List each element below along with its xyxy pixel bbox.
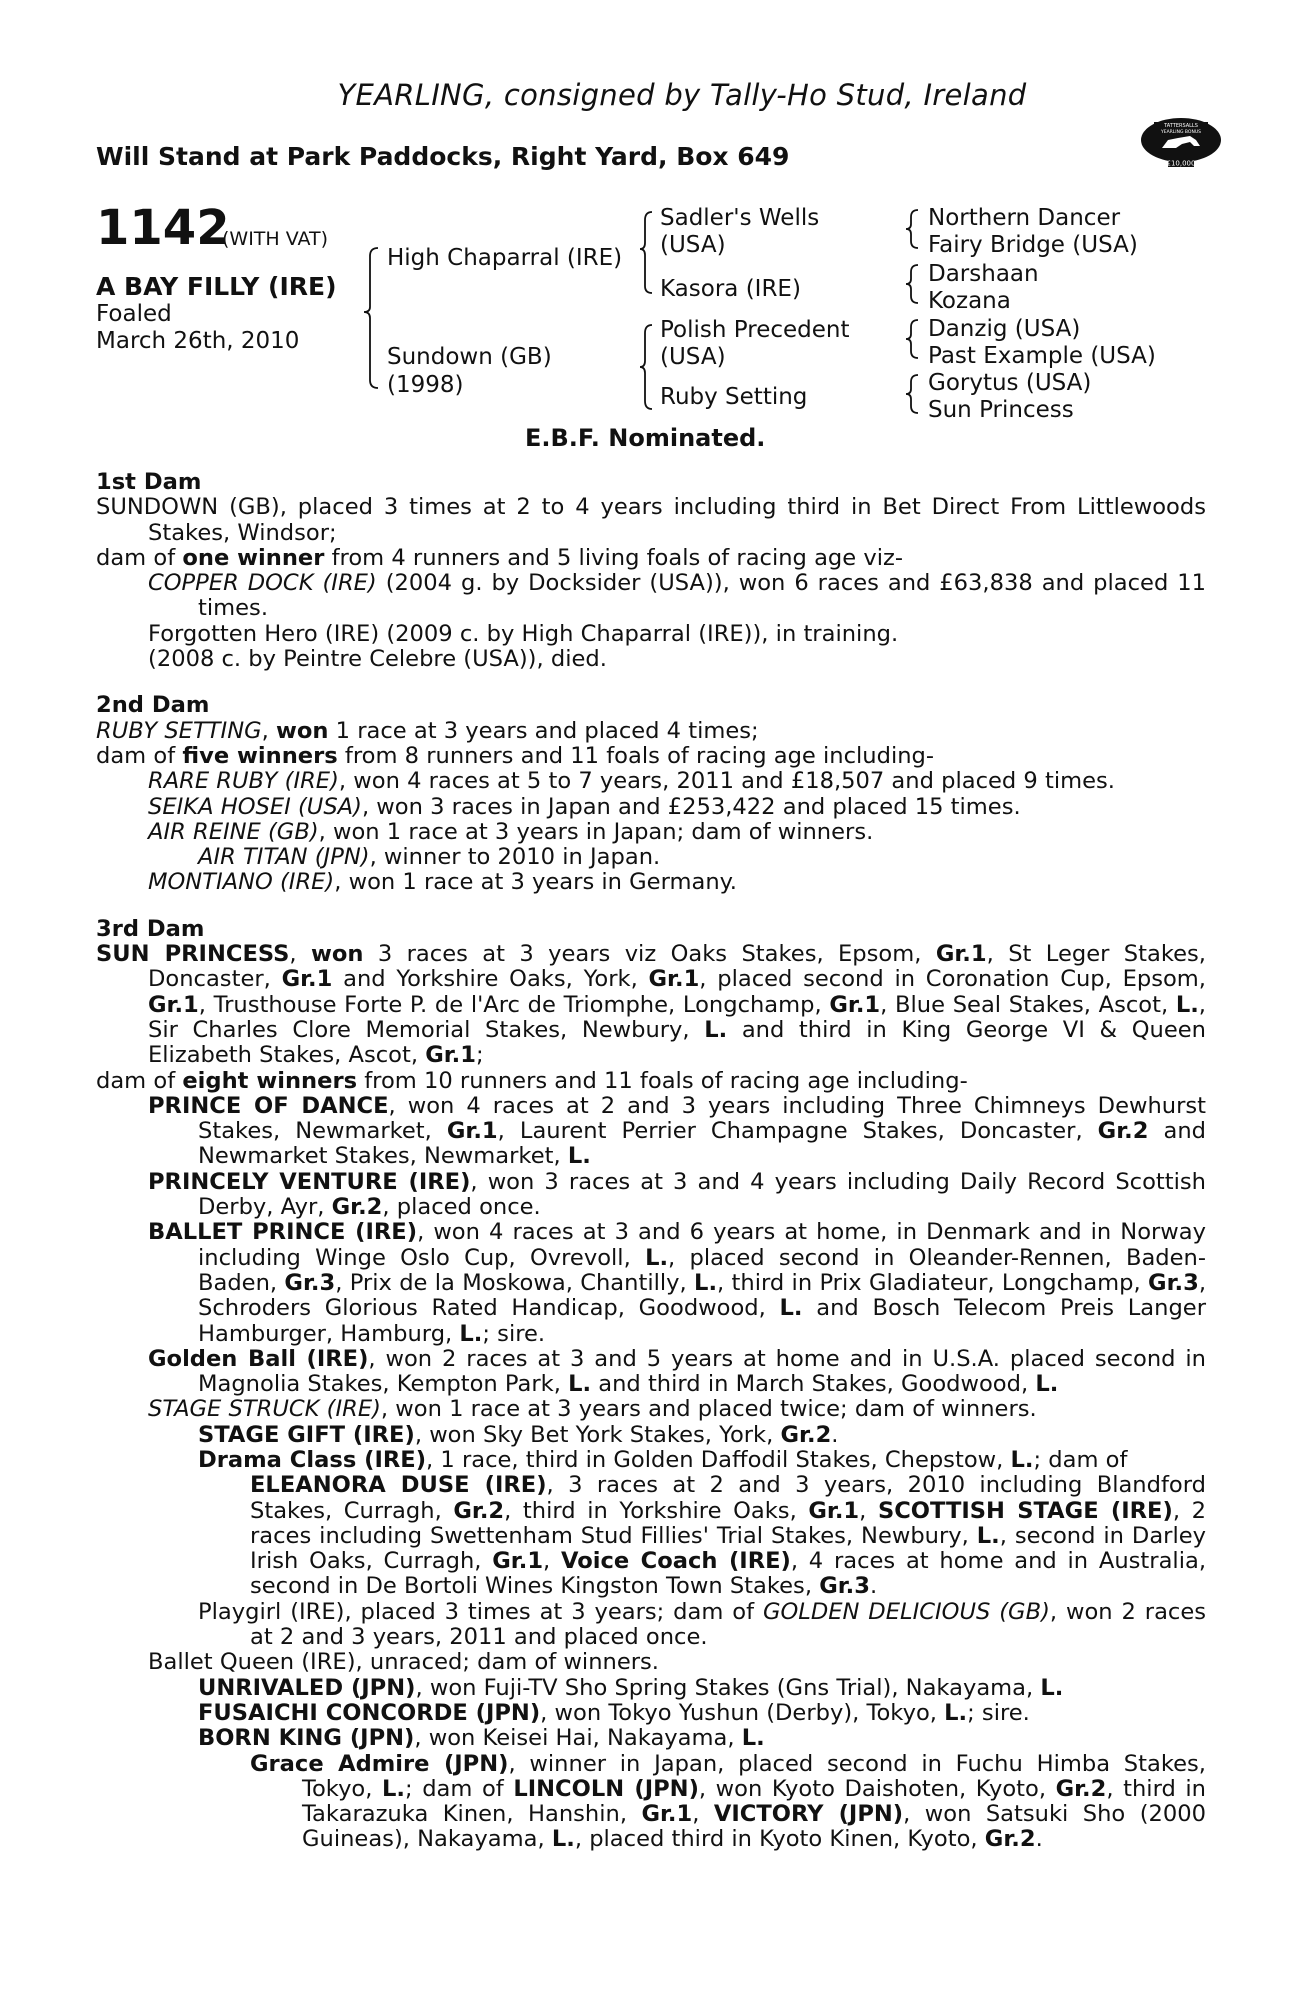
svg-text:YEARLING BONUS: YEARLING BONUS	[1161, 130, 1201, 135]
dam-sire-country: (USA)	[660, 344, 726, 370]
dam-sire: Polish Precedent	[660, 317, 850, 343]
dam-year: (1998)	[387, 372, 464, 398]
dam-record: SUNDOWN (GB), placed 3 times at 2 to 4 years including third in Bet Direct From Littlewoods Stakes, Windsor;	[96, 494, 1206, 546]
produce-record: SEIKA HOSEI (USA), won 3 races in Japan and £253,422 and placed 15 times.	[148, 793, 1021, 820]
produce-record: MONTIANO (IRE), won 1 race at 3 years in Germany.	[148, 869, 737, 896]
produce-record: STAGE GIFT (IRE), won Sky Bet York Stakes, York, Gr.2.	[198, 1421, 839, 1448]
sire: High Chaparral (IRE)	[387, 245, 623, 271]
sire-sire-country: (USA)	[660, 232, 726, 258]
produce-record: AIR TITAN (JPN), winner to 2010 in Japan.	[198, 844, 661, 871]
produce-record: RARE RUBY (IRE), won 4 races at 5 to 7 years, 2011 and £18,507 and placed 9 times.	[148, 768, 1115, 795]
produce-record: Ballet Queen (IRE), unraced; dam of winners.	[148, 1649, 659, 1676]
ancestor-7: Gorytus (USA)	[928, 370, 1092, 396]
lot-title: A BAY FILLY (IRE)	[96, 272, 337, 301]
section-heading: 1st Dam	[96, 469, 202, 495]
produce-record: FUSAICHI CONCORDE (JPN), won Tokyo Yushun (Derby), Tokyo, L.; sire.	[198, 1699, 1030, 1726]
produce-record: COPPER DOCK (IRE) (2004 g. by Docksider (USA)), won 6 races and £63,838 and placed 11 times.	[148, 570, 1207, 622]
dam: Sundown (GB)	[387, 344, 552, 370]
produce-record: PRINCELY VENTURE (IRE), won 3 races at 3 and 4 years including Daily Record Scottish Derby, Ayr, Gr.2, placed once.	[148, 1168, 1206, 1221]
sire-dam: Kasora (IRE)	[660, 276, 801, 302]
foaled-date: March 26th, 2010	[96, 328, 300, 354]
ancestor-4: Kozana	[928, 288, 1011, 314]
produce-record: Drama Class (IRE), 1 race, third in Golden Daffodil Stakes, Chepstow, L.; dam of	[198, 1446, 1128, 1473]
ancestor-1: Northern Dancer	[928, 205, 1121, 231]
produce-record: ELEANORA DUSE (IRE), 3 races at 2 and 3 years, 2010 including Blandford Stakes, Curragh, Gr.2, third in Yorkshire Oaks, Gr.1, SCOTTISH STAGE (IRE), 2 races including Swettenham Stud Fillies' Trial Stakes, Newbury, L., second in Darley Irish Oaks, Curragh, Gr.1, Voice Coach (IRE), 4 races at home and in Australia, second in De Bortoli Wines Kingston Town Stakes, Gr.3.	[250, 1472, 1207, 1600]
produce-record: (2008 c. by Peintre Celebre (USA)), died.	[148, 646, 607, 673]
section-heading: 3rd Dam	[96, 915, 205, 942]
sire-sire: Sadler's Wells	[660, 205, 820, 231]
dam-dam: Ruby Setting	[660, 384, 808, 410]
svg-text:£10,000: £10,000	[1166, 159, 1196, 168]
catalogue-header: YEARLING, consigned by Tally-Ho Stud, Ireland	[337, 78, 1027, 112]
ancestor-6: Past Example (USA)	[928, 343, 1156, 369]
produce-record: PRINCE OF DANCE, won 4 races at 2 and 3 years including Three Chimneys Dewhurst Stakes, Newmarket, Gr.1, Laurent Perrier Champagne Stakes, Doncaster, Gr.2 and Newmarket Stakes, Newmarket, L.	[148, 1092, 1207, 1170]
produce-record: BORN KING (JPN), won Keisei Hai, Nakayama, L.	[198, 1725, 765, 1752]
dam-record: SUN PRINCESS, won 3 races at 3 years viz Oaks Stakes, Epsom, Gr.1, St Leger Stakes, Doncaster, Gr.1 and Yorkshire Oaks, York, Gr.1, placed second in Coronation Cup, Epsom, Gr.1, Trusthouse Forte P. de l'Arc de Triomphe, Longchamp, Gr.1, Blue Seal Stakes, Ascot, L., Sir Charles Clore Memorial Stakes, Newbury, L. and third in King George VI & Queen Elizabeth Stakes, Ascot, Gr.1;	[96, 941, 1206, 1069]
vat-note: (WITH VAT)	[222, 228, 329, 250]
foaled-label: Foaled	[96, 301, 172, 327]
ancestor-3: Darshaan	[928, 261, 1039, 287]
produce-summary: dam of one winner from 4 runners and 5 living foals of racing age viz-	[96, 544, 904, 571]
section-heading: 2nd Dam	[96, 692, 210, 719]
ancestor-5: Danzig (USA)	[928, 316, 1081, 342]
produce-record: STAGE STRUCK (IRE), won 1 race at 3 years and placed twice; dam of winners.	[148, 1396, 1037, 1423]
produce-record: Forgotten Hero (IRE) (2009 c. by High Chaparral (IRE)), in training.	[148, 620, 899, 647]
produce-record: UNRIVALED (JPN), won Fuji-TV Sho Spring Stakes (Gns Trial), Nakayama, L.	[198, 1674, 1064, 1701]
produce-record: BALLET PRINCE (IRE), won 4 races at 3 and 6 years at home, in Denmark and in Norway including Winge Oslo Cup, Ovrevoll, L., placed second in Oleander-Rennen, Baden-Baden, Gr.3, Prix de la Moskowa, Chantilly, L., third in Prix Gladiateur, Longchamp, Gr.3, Schroders Glorious Rated Handicap, Goodwood, L. and Bosch Telecom Preis Langer Hamburger, Hamburg, L.; sire.	[148, 1219, 1207, 1347]
produce-summary: dam of five winners from 8 runners and 11 foals of racing age including-	[96, 742, 935, 769]
lot-number: 1142	[96, 200, 230, 256]
ancestor-8: Sun Princess	[928, 397, 1074, 423]
svg-text:TATTERSALLS: TATTERSALLS	[1164, 123, 1198, 129]
produce-record: Grace Admire (JPN), winner in Japan, placed second in Fuchu Himba Stakes, Tokyo, L.; dam of LINCOLN (JPN), won Kyoto Daishoten, Kyoto, Gr.2, third in Takarazuka Kinen, Hanshin, Gr.1, VICTORY (JPN), won Satsuki Sho (2000 Guineas), Nakayama, L., placed third in Kyoto Kinen, Kyoto, Gr.2.	[250, 1750, 1207, 1853]
produce-record: Golden Ball (IRE), won 2 races at 3 and 5 years at home and in U.S.A. placed second in Magnolia Stakes, Kempton Park, L. and third in March Stakes, Goodwood, L.	[148, 1345, 1206, 1398]
ancestor-2: Fairy Bridge (USA)	[928, 232, 1138, 258]
ebf-note: E.B.F. Nominated.	[525, 424, 766, 452]
dam-record: RUBY SETTING, won 1 race at 3 years and placed 4 times;	[96, 717, 759, 744]
produce-summary: dam of eight winners from 10 runners and 11 foals of racing age including-	[96, 1067, 968, 1094]
catalogue-body	[96, 470, 1206, 1853]
produce-record: Playgirl (IRE), placed 3 times at 3 years; dam of GOLDEN DELICIOUS (GB), won 2 races at 2 and 3 years, 2011 and placed once.	[198, 1598, 1207, 1651]
stand-location: Will Stand at Park Paddocks, Right Yard, Box 649	[96, 142, 790, 171]
produce-record: AIR REINE (GB), won 1 race at 3 years in Japan; dam of winners.	[148, 818, 874, 845]
